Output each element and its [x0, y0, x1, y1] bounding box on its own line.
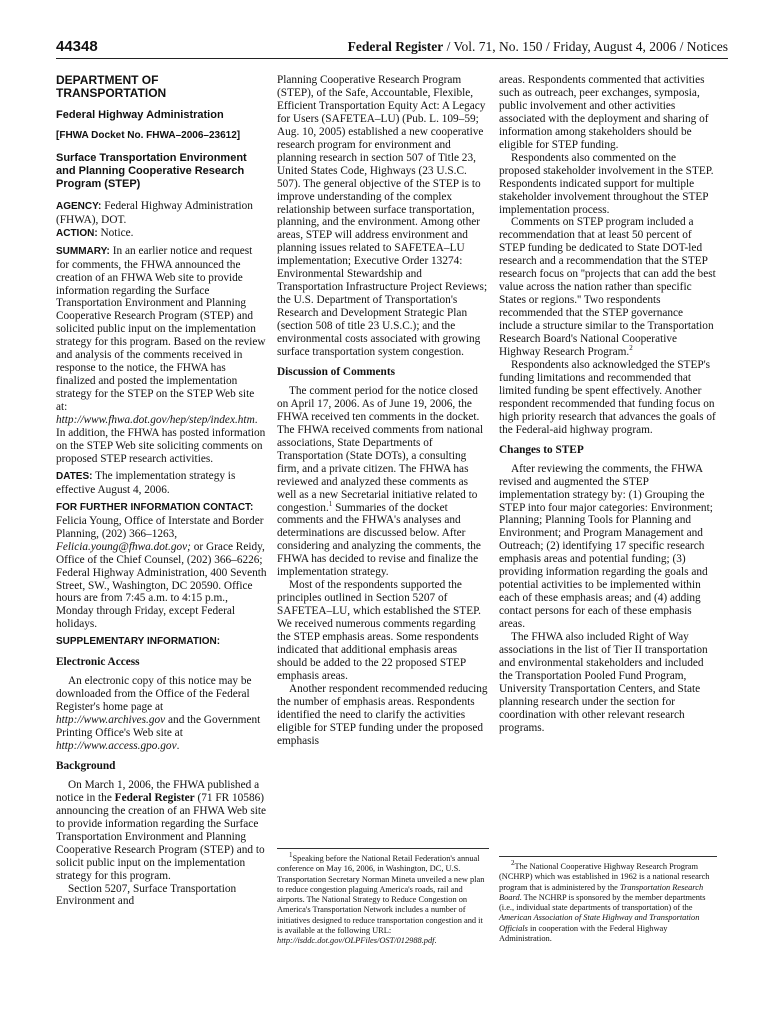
action-label: ACTION: [56, 227, 98, 239]
page-header [56, 38, 728, 59]
bg-p1b: Federal Register [114, 791, 195, 804]
footnote-2 [499, 856, 717, 944]
footnote-2-text-e: in cooperation with the Federal Highway Administration. [499, 923, 668, 944]
footnote-ref-2[interactable]: 2 [629, 344, 633, 353]
issue-info: / Vol. 71, No. 150 / Friday, August 4, 2006 / Notices [446, 39, 728, 54]
contact-label-line [56, 501, 268, 515]
ea-text-3: . [176, 739, 180, 752]
changes-paragraph-1: After reviewing the comments, the FHWA revised and augmented the STEP implementation strategy by: (1) Grouping the STEP into four major categories: Environment; Planning; Planning Tools for Planning and Environment; and Program Management and Outreach; (2) identifying 17 specific research emphasis areas and potential funding; (3) providing information regarding the goals and potential activities to be implemented within each of these emphasis areas; and (4) adding contact persons for each of these emphasis areas. [499, 462, 713, 631]
summary-text: In an earlier notice and request for comments, the FHWA announced the creation of an FHWA Web site to provide information regarding the Surface Transportation Environment and Planning Cooperative Research Program (STEP) and solicited public input on the implementation strategy for this program. Based on the review and analysis of the comments received in response to the notice, the FHWA has finalized and posted the implementation strategy for the STEP on the STEP Web site at: [56, 244, 266, 414]
column-2 [277, 74, 489, 748]
department-heading: DEPARTMENT OF TRANSPORTATION [56, 73, 167, 100]
footnote-1-number: 1 [289, 851, 293, 860]
disc-p1b: Summaries of the docket comments and the FHWA's analyses and determinations are discussed below. After considering and analyzing the comments, the FHWA has decided to revise and finalize the implementation strategy. [277, 501, 481, 579]
footnote-2-text-c: . The NCHRP is sponsored by the member departments (i.e., individual state departments of transportation) of the [499, 892, 706, 913]
footnote-ref-1[interactable]: 1 [328, 499, 333, 508]
supplementary-label-line [56, 635, 268, 649]
supplementary-label: SUPPLEMENTARY INFORMATION: [56, 636, 221, 648]
docket-number: [FHWA Docket No. FHWA–2006–23612] [56, 129, 241, 141]
disc-p5: Comments on STEP program included a recommendation that at least 50 percent of STEP funding be dedicated to State DOT-led research and a recommendation that the STEP research focus on ''projects that can add the best value across the nation rather than specific States or regions.'' Two respondents recommended that the STEP governance include a structure similar to the Transportation Research Board's National Cooperative Highway Research Program. [499, 216, 716, 359]
background-heading: Background [56, 759, 116, 772]
summary-paragraph [56, 245, 268, 466]
contact-paragraph [56, 515, 268, 632]
discussion-heading: Discussion of Comments [277, 365, 395, 378]
agency-heading: Federal Highway Administration [56, 108, 224, 121]
electronic-access-heading: Electronic Access [56, 656, 140, 669]
discussion-paragraph-4: Respondents also commented on the proposed stakeholder involvement in the STEP. Respondents indicated support for multiple stakeholder involvement throughout the STEP implementation process. [499, 151, 714, 216]
page-number: 44348 [56, 38, 98, 55]
dates-label: DATES: [56, 470, 93, 482]
column-1 [56, 74, 268, 908]
discussion-paragraph-3-start: Another respondent recommended reducing the number of emphasis areas. Respondents identified the need to clarify the activities eligible for STEP funding under the proposed emphasis [277, 682, 488, 747]
background-paragraph-2-start: Section 5207, Surface Transportation Environment and [56, 882, 237, 908]
changes-heading: Changes to STEP [499, 443, 584, 456]
discussion-paragraph-2: Most of the respondents supported the principles outlined in Section 5207 of SAFETEA–LU, which established the STEP. We received numerous comments regarding the STEP emphasis areas. Some respondents indicated that additional emphasis areas should be added to the 22 proposed STEP emphasis areas. [277, 579, 481, 682]
ea-text-1: An electronic copy of this notice may be downloaded from the Office of the Federal Register's home page at [56, 675, 252, 714]
contact-label: FOR FURTHER INFORMATION CONTACT: [56, 501, 254, 513]
electronic-access-paragraph [56, 675, 268, 753]
discussion-paragraph-5 [499, 216, 717, 358]
dates-paragraph [56, 470, 268, 497]
changes-paragraph-2: The FHWA also included Right of Way associations in the list of Tier II transportation and environmental stakeholders and included the Transportation Pooled Fund Program, University Transportation Centers, and State planning research under the section for coordination with other relevant research programs. [499, 631, 708, 734]
discussion-paragraph-1 [277, 385, 489, 579]
footnote-2-text-a: The National Cooperative Highway Research Program (NCHRP) which was established in 1962 is a national research program that is administered by the [499, 862, 710, 892]
background-paragraph-2-cont: Planning Cooperative Research Program (STEP), of the Safe, Accountable, Flexible, Efficient Transportation Equity Act: A Legacy for Users (SAFETEA–LU) (Pub. L. 109–59; Aug. 10, 2005) established a new cooperative research program for environment and planning research in section 507 of Title 23, United States Code, Highways (23 U.S.C. 507). The general objective of the STEP is to improve understanding of the complex relationship between surface transportation, planning, and the environment. Among other areas, STEP will address environment and planning issues related to SAFETEA–LU implementation; Executive Order 13274: Environmental Stewardship and Transportation Infrastructure Project Reviews; the U.S. Department of Transportation's Research and Development Strategic Plan (section 508 of title 23 U.S.C.); and the environmental costs associated with growing surface transportation system congestion. [277, 74, 488, 359]
footnote-2-number: 2 [511, 859, 515, 868]
action-text: Notice. [100, 226, 134, 239]
agency-line [56, 200, 268, 227]
background-paragraph-1 [56, 779, 268, 883]
running-head [348, 39, 728, 55]
dates-text: The implementation strategy is effective August 4, 2006. [56, 469, 236, 496]
column-3 [499, 74, 717, 735]
footnote-1-text: Speaking before the National Retail Federation's annual conference on May 16, 2006, in Washington, DC, U.S. Transportation Secretary Norman Mineta unveiled a new plan to reduce congestion plaguing America's roads, rail and airports. The National Strategy to Reduce Congestion on America's Transportation Network includes a number of initiatives designed to reduce transportation congestion and it is available at the following URL: [277, 854, 485, 936]
publication-name: Federal Register [347, 39, 444, 54]
contact-email-link[interactable]: Felicia.young@fhwa.dot.gov; [56, 540, 191, 553]
summary-label: SUMMARY: [56, 245, 110, 257]
gpo-link[interactable]: http://www.access.gpo.gov [56, 739, 177, 752]
ea-text-2: and the Government Printing Office's Web site at [56, 714, 261, 740]
summary-text-2: . In addition, the FHWA has posted information on the STEP Web site soliciting comments on proposed STEP research activities. [56, 414, 266, 465]
agency-label: AGENCY: [56, 200, 102, 212]
step-website-link[interactable]: http://www.fhwa.dot.gov/hep/step/index.htm [56, 414, 255, 427]
contact-text-2: or Grace Reidy, Office of the Chief Counsel, (202) 366–6226; Federal Highway Administration, 400 Seventh Street, SW., Washington, DC 20590. Office hours are from 7:45 a.m. to 4:15 p.m., Monday through Friday, except Federal holidays. [56, 540, 267, 631]
contact-text-1: Felicia Young, Office of Interstate and Border Planning, (202) 366–1263, [56, 514, 264, 540]
bg-p1a: On March 1, 2006, the FHWA published a notice in the [56, 778, 260, 804]
footnote-2-aashto: American Association of State Highway and Transportation Officials [499, 913, 700, 933]
congestion-strategy-link[interactable]: http://isddc.dot.gov/OLPFiles/OST/012988.pdf [277, 936, 435, 946]
discussion-paragraph-6: Respondents also acknowledged the STEP's funding limitations and recommended that limited funding be spent effectively. Another respondent recommended that funding focus on high priority research that advances the goals of the Federal-aid highway program. [499, 358, 716, 436]
discussion-paragraph-3-cont: areas. Respondents commented that activities such as outreach, peer exchanges, symposia, public involvement and other activities associated with the deployment and sharing of information among stakeholders should be eligible for STEP funding. [499, 74, 709, 151]
disc-p1: The comment period for the notice closed on April 17, 2006. As of June 19, 2006, the FHWA received ten comments in the docket. The FHWA received comments from national associations, State Departments of Transportation (State DOTs), a consulting firm, and a private citizen. The FHWA has reviewed and analyzed these comments as well as a new Secretarial initiative related to congestion. [277, 384, 484, 514]
bg-p1c: (71 FR 10586) announcing the creation of an FHWA Web site to provide information regarding the Surface Transportation Environment and Planning Cooperative Research Program (STEP) and to solicit public input on the implementation strategy for this program. [56, 791, 267, 882]
action-line [56, 227, 268, 241]
archives-link[interactable]: http://www.archives.gov [56, 714, 166, 727]
notice-title: Surface Transportation Environment and Planning Cooperative Research Program (STEP) [56, 151, 247, 190]
footnote-1 [277, 848, 489, 947]
footnote-1-end: . [434, 936, 437, 946]
footnote-2-trb: Transportation Research Board [499, 882, 704, 902]
agency-text: Federal Highway Administration (FHWA), DOT. [56, 199, 253, 226]
